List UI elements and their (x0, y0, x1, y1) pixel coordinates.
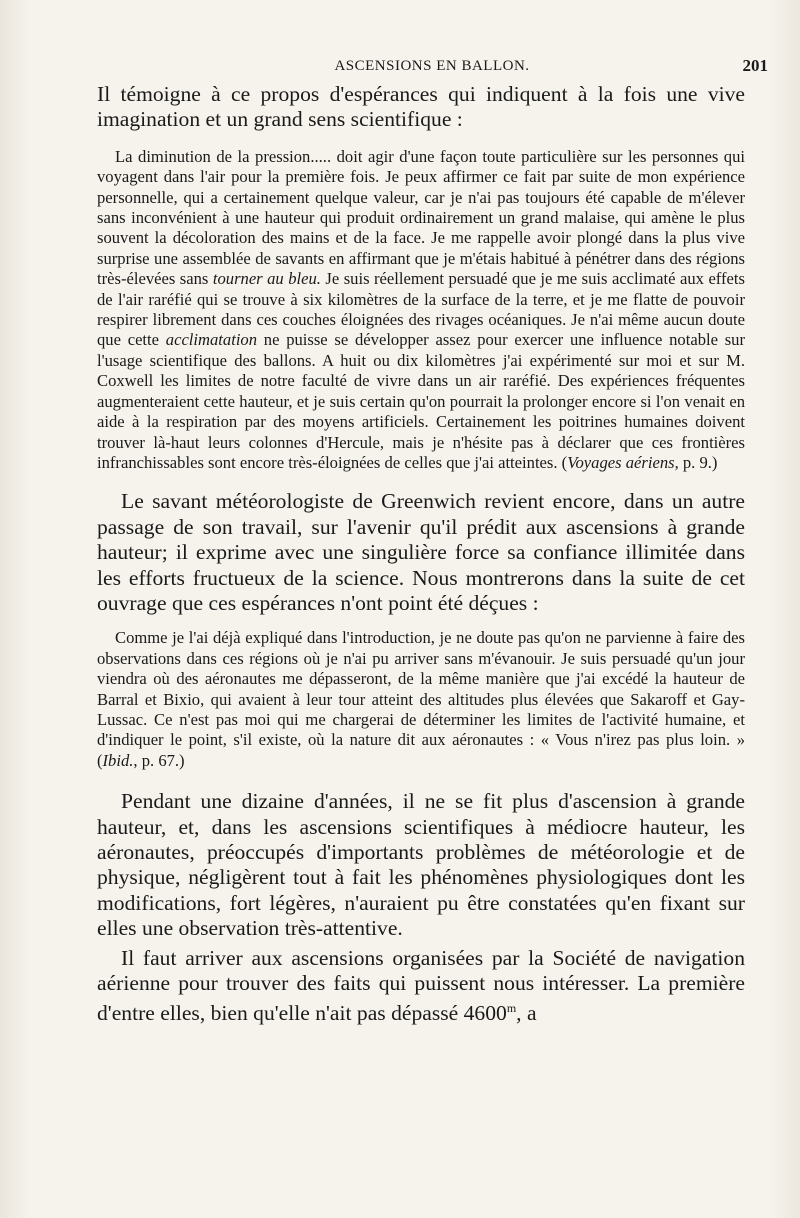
unit-superscript: m (506, 1001, 517, 1016)
citation-page: , p. 67.) (133, 750, 185, 770)
paragraph-text-end: , a (516, 1001, 537, 1026)
quote-text: Je suis réellement persuadé que je me suis acclimaté aux effets de l'air raréfié qui se trouve à six kilomètres de la surface de la terre, et je me flatte de pouvoir respirer librement dans ces couches éloignées des rivages océaniques. Je n'ai même aucun doute que cette (97, 269, 745, 350)
quotation-glaisher-1 (97, 147, 745, 474)
quote-text: Comme je l'ai déjà expliqué dans l'introduction, je ne doute pas qu'on ne parvienne à faire des observations dans ces régions où je n'ai pu arriver sans m'évanouir. Je suis persuadé qu'un jour viendra où des aéronautes me dépasseront, de la même manière que j'ai excédé la hauteur de Barral et Bixio, qui avaient à leur tour atteint des altitudes plus élevées que Sakaroff et Gay-Lussac. Ce n'est pas moi qui me chargerai de déterminer les limites de l'activité humaine, et d'indiquer le point, s'il existe, où la nature dit aux aéronautes : « Vous n'irez pas plus loin. » ( (97, 628, 745, 770)
quotation-glaisher-2 (97, 628, 745, 771)
citation-title: Voyages aériens (567, 452, 675, 472)
page-number: 201 (742, 56, 768, 75)
citation-page: , p. 9.) (674, 452, 718, 472)
paragraph-text: Il faut arriver aux ascensions organisées par la Société de navigation aérienne pour trouver des faits qui puissent nous intéresser. La première d'entre elles, bien qu'elle n'ait pas dépassé 4600 (97, 945, 745, 1026)
page-header (96, 56, 768, 78)
page-body (97, 82, 745, 1027)
paragraph-decade: Pendant une dizaine d'années, il ne se fit plus d'ascension à grande hauteur, et, dans les ascensions scientifiques à médiocre hauteur, les aéronautes, préoccupés d'importants problèmes de météorologie et de physique, négligèrent tout à fait les phénomènes physiologiques dont les modifications, fort légères, n'auraient pu être constatées qu'en fixant sur elles une observation très-attentive. (97, 789, 745, 941)
running-title: ASCENSIONS EN BALLON. (334, 58, 530, 74)
paragraph-societe (97, 946, 745, 1027)
paragraph-greenwich: Le savant météorologiste de Greenwich revient encore, dans un autre passage de son travail, sur l'avenir qu'il prédit aux ascensions à grande hauteur; il exprime avec une singulière force sa confiance illimitée dans les efforts fructueux de la science. Nous montrerons dans la suite de cet ouvrage que ces espérances n'ont point été déçues : (97, 489, 745, 615)
quote-text: ne puisse se développer assez pour exercer une influence notable sur l'usage scientifique des ballons. A huit ou dix kilomètres j'ai expérimenté sur moi et sur M. Coxwell les limites de notre faculté de vivre dans un air raréfié. Des expériences fréquentes augmenteraient cette hauteur, et je suis certain qu'on pourrait la prolonger encore si l'on venait en aide à la respiration par des moyens artificiels. Certainement les poitrines humaines doivent trouver là-haut leurs colonnes d'Hercule, mais je n'hésite pas à déclarer que ces frontières infranchissables sont encore très-éloignées de celles que j'ai atteintes. ( (97, 330, 745, 472)
citation-title: Ibid. (102, 750, 134, 770)
quote-italic: acclimatation (165, 330, 258, 350)
paragraph-intro: Il témoigne à ce propos d'espérances qui indiquent à la fois une vive imagination et un grand sens scientifique : (97, 82, 745, 132)
quote-text: La diminution de la pression..... doit agir d'une façon toute particulière sur les personnes qui voyagent dans l'air pour la première fois. Je peux affirmer ce fait par suite de mon expérience personnelle, qui a certainement quelque valeur, car je n'ai pas toujours été capable de m'élever sans inconvénient à une hauteur qui produit ordinairement un grand malaise, qui amène le plus souvent la décoloration des mains et de la face. Je me rappelle avoir plongé dans la plus vive surprise une assemblée de savants en affirmant que je m'étais habitué à pénétrer dans des régions très-élevées sans (97, 146, 745, 289)
quote-italic: tourner au bleu. (212, 269, 321, 289)
